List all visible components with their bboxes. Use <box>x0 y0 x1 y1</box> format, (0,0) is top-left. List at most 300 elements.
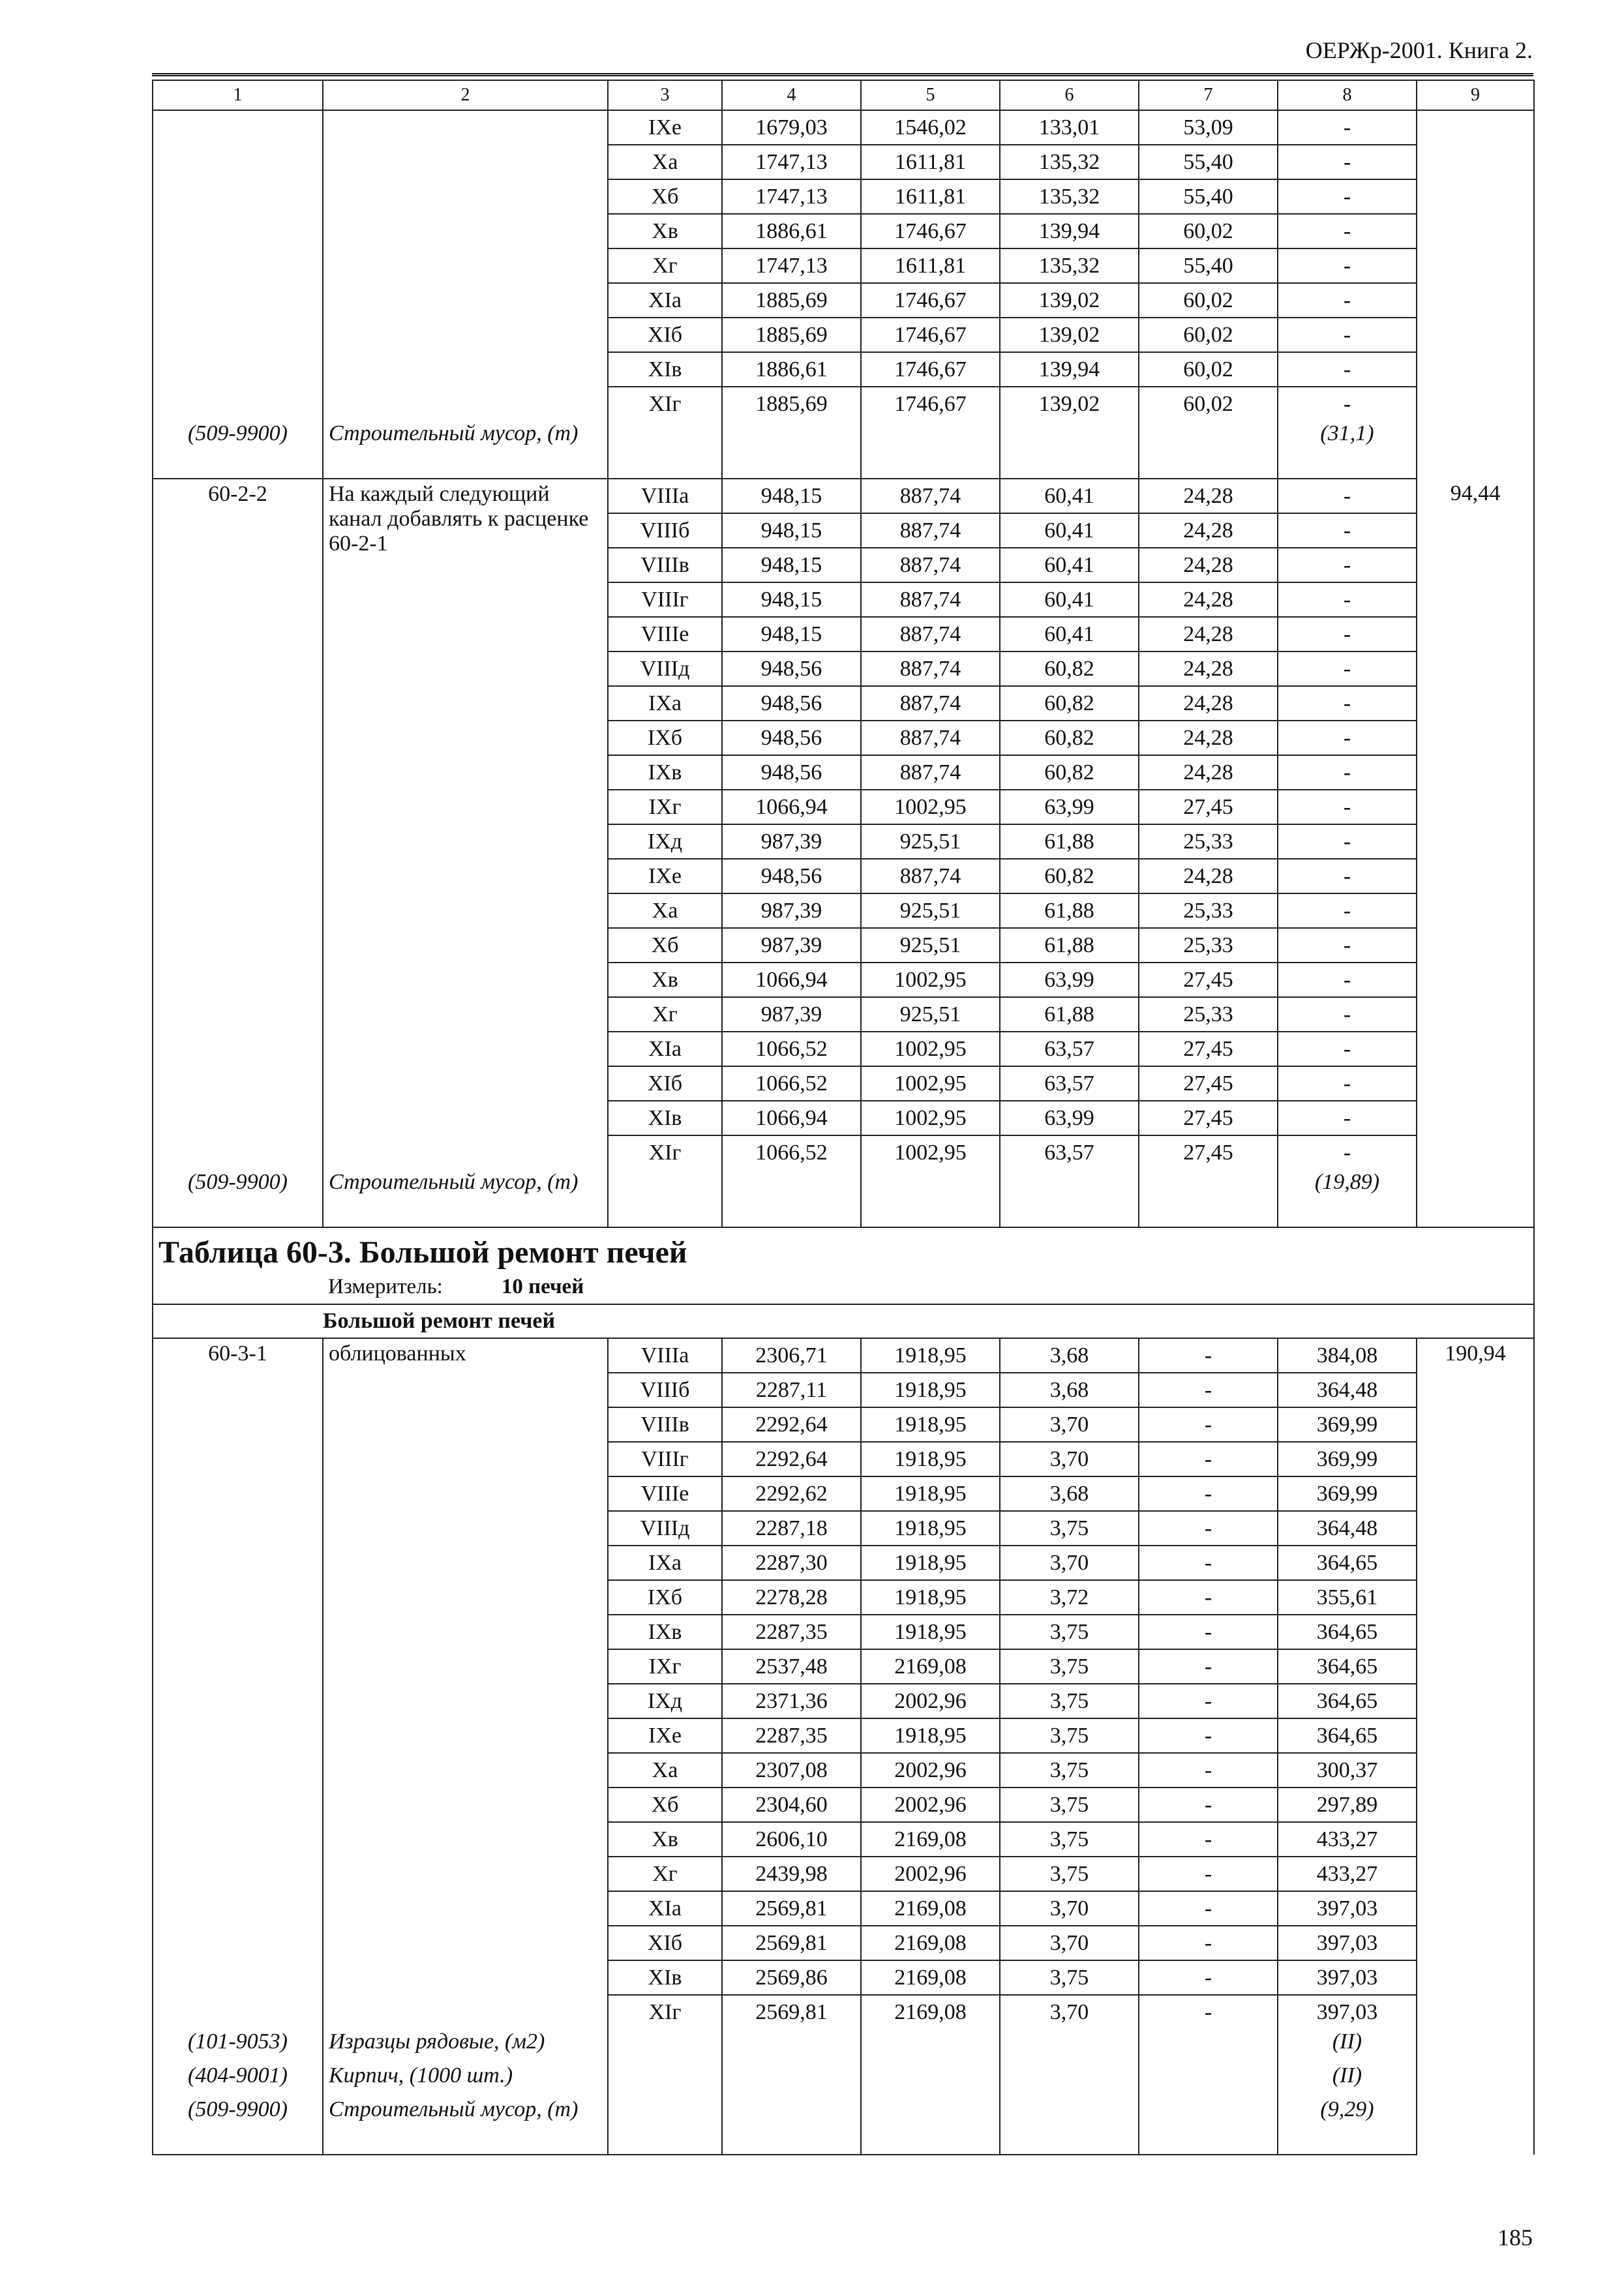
cell-value: 1746,67 <box>861 352 1000 387</box>
cell-value: - <box>1278 110 1417 145</box>
cell-value: - <box>1139 1546 1278 1580</box>
cell-category: XIв <box>608 1960 722 1995</box>
cell-value: - <box>1278 997 1417 1032</box>
cell-value: 948,56 <box>722 651 861 686</box>
cell-value: 1002,95 <box>861 790 1000 824</box>
column-number: 1 <box>153 80 323 110</box>
cell-value: - <box>1278 352 1417 387</box>
cell-value: 27,45 <box>1139 1066 1278 1101</box>
resource-name: Изразцы рядовые, (м2) <box>323 2029 608 2063</box>
cell-value: 1747,13 <box>722 248 861 283</box>
cell-category: IXд <box>608 1684 722 1718</box>
cell-value: 60,41 <box>1000 479 1139 513</box>
cell-category: VIIIв <box>608 1407 722 1442</box>
table-row <box>153 110 1534 145</box>
resource-code: (509-9900) <box>153 1169 323 1227</box>
cell-value: - <box>1139 1373 1278 1407</box>
empty-cell <box>1000 2063 1139 2097</box>
cell-value: 925,51 <box>861 997 1000 1032</box>
cell-value: 987,39 <box>722 997 861 1032</box>
header-rule <box>152 73 1533 76</box>
cell-value: 135,32 <box>1000 248 1139 283</box>
cell-value: 433,27 <box>1278 1857 1417 1891</box>
cell-value: 2169,08 <box>861 1960 1000 1995</box>
cell-category: IXe <box>608 1718 722 1753</box>
cell-category: Xг <box>608 997 722 1032</box>
cell-value: 3,70 <box>1000 1407 1139 1442</box>
empty-cell <box>1139 2097 1278 2155</box>
cell-value: 3,75 <box>1000 1788 1139 1822</box>
cell-value: 2287,35 <box>722 1615 861 1649</box>
cell-category: VIIIa <box>608 479 722 513</box>
cell-value: 2278,28 <box>722 1580 861 1615</box>
cell-value: - <box>1278 651 1417 686</box>
cell-value: 887,74 <box>861 513 1000 548</box>
cell-value: 3,70 <box>1000 1995 1139 2029</box>
empty-cell <box>608 1169 722 1227</box>
cell-value: 369,99 <box>1278 1407 1417 1442</box>
cell-value: 25,33 <box>1139 928 1278 963</box>
cell-category: XIг <box>608 387 722 421</box>
cell-value: 139,02 <box>1000 283 1139 318</box>
empty-cell <box>722 1169 861 1227</box>
cell-value: 948,56 <box>722 721 861 755</box>
cell-category: IXд <box>608 824 722 859</box>
cell-value: 63,99 <box>1000 790 1139 824</box>
cell-category: IXг <box>608 1649 722 1684</box>
cell-value: 139,02 <box>1000 318 1139 352</box>
cell-value: - <box>1278 248 1417 283</box>
rate-code: 60-2-2 <box>153 479 323 1169</box>
cell-value: 2169,08 <box>861 1649 1000 1684</box>
cell-value: 60,41 <box>1000 617 1139 651</box>
cell-value: 60,41 <box>1000 513 1139 548</box>
resource-quantity: (II) <box>1278 2063 1417 2097</box>
cell-value: 397,03 <box>1278 1960 1417 1995</box>
measure-line <box>158 1272 1528 1301</box>
cell-value: 60,02 <box>1139 214 1278 248</box>
cell-value: - <box>1278 582 1417 617</box>
cell-value: 24,28 <box>1139 651 1278 686</box>
cell-value: 61,88 <box>1000 893 1139 928</box>
cell-value: 139,94 <box>1000 352 1139 387</box>
cell-value: 2002,96 <box>861 1753 1000 1788</box>
resource-name: Строительный мусор, (т) <box>323 421 608 479</box>
cell-value: 2569,81 <box>722 1995 861 2029</box>
cell-value: 1002,95 <box>861 1135 1000 1169</box>
column-number: 5 <box>861 80 1000 110</box>
cell-value: 24,28 <box>1139 479 1278 513</box>
empty-cell <box>1000 421 1139 479</box>
cell-value: - <box>1139 1407 1278 1442</box>
cell-value: - <box>1139 1926 1278 1960</box>
cell-category: XIб <box>608 1066 722 1101</box>
cell-value: 887,74 <box>861 651 1000 686</box>
cell-value: - <box>1139 1580 1278 1615</box>
cell-value: 1746,67 <box>861 214 1000 248</box>
cell-value: 2002,96 <box>861 1857 1000 1891</box>
cell-value: 3,75 <box>1000 1960 1139 1995</box>
cell-category: VIIIe <box>608 1476 722 1511</box>
cell-value: 1066,94 <box>722 1101 861 1135</box>
table-row <box>153 479 1534 513</box>
cell-category: Xa <box>608 893 722 928</box>
cell-value: 3,75 <box>1000 1753 1139 1788</box>
cell-value: 1747,13 <box>722 145 861 179</box>
cell-category: XIг <box>608 1135 722 1169</box>
cell-value: 55,40 <box>1139 248 1278 283</box>
cell-col9: 94,44 <box>1417 479 1534 1227</box>
cell-value: 1679,03 <box>722 110 861 145</box>
cell-value: 60,02 <box>1139 318 1278 352</box>
resource-row <box>153 1169 1534 1227</box>
cell-value: 948,15 <box>722 548 861 582</box>
cell-value: 2169,08 <box>861 1891 1000 1926</box>
cell-col9: 190,94 <box>1417 1338 1534 2155</box>
cell-value: - <box>1139 1718 1278 1753</box>
cell-value: - <box>1139 1891 1278 1926</box>
cell-category: XIб <box>608 1926 722 1960</box>
cell-value: 1066,94 <box>722 790 861 824</box>
cell-value: 27,45 <box>1139 1135 1278 1169</box>
column-number: 2 <box>323 80 608 110</box>
cell-value: 2287,11 <box>722 1373 861 1407</box>
cell-value: - <box>1278 686 1417 721</box>
cell-value: 3,70 <box>1000 1546 1139 1580</box>
cell-value: 364,65 <box>1278 1684 1417 1718</box>
rate-code <box>153 110 323 421</box>
cell-value: - <box>1278 1135 1417 1169</box>
cell-category: XIб <box>608 318 722 352</box>
cell-category: IXe <box>608 110 722 145</box>
cell-value: 1918,95 <box>861 1546 1000 1580</box>
empty-cell <box>1000 2097 1139 2155</box>
work-name <box>323 110 608 421</box>
cell-value: 948,15 <box>722 582 861 617</box>
cell-value: 60,02 <box>1139 387 1278 421</box>
cell-value: 2606,10 <box>722 1822 861 1857</box>
cell-value: 1918,95 <box>861 1476 1000 1511</box>
cell-category: IXв <box>608 1615 722 1649</box>
empty-cell <box>608 421 722 479</box>
cell-value: - <box>1278 179 1417 214</box>
cell-value: 925,51 <box>861 824 1000 859</box>
cell-value: 63,57 <box>1000 1066 1139 1101</box>
cell-value: 55,40 <box>1139 179 1278 214</box>
work-name: облицованных <box>323 1338 608 2029</box>
resource-name: Строительный мусор, (т) <box>323 2097 608 2155</box>
cell-value: 1918,95 <box>861 1373 1000 1407</box>
cell-value: 384,08 <box>1278 1338 1417 1373</box>
cell-value: 1885,69 <box>722 318 861 352</box>
cell-value: 925,51 <box>861 893 1000 928</box>
cell-category: VIIIб <box>608 513 722 548</box>
cell-value: 1885,69 <box>722 283 861 318</box>
cell-category: Xa <box>608 145 722 179</box>
cell-value: 3,70 <box>1000 1891 1139 1926</box>
cell-value: - <box>1139 1338 1278 1373</box>
cell-value: 24,28 <box>1139 582 1278 617</box>
cell-value: - <box>1139 1476 1278 1511</box>
cell-value: - <box>1278 893 1417 928</box>
cell-value: 1611,81 <box>861 248 1000 283</box>
cell-category: Xв <box>608 214 722 248</box>
cell-value: - <box>1278 963 1417 997</box>
table-caption-row <box>153 1227 1534 1304</box>
cell-value: 1066,52 <box>722 1066 861 1101</box>
cell-value: 433,27 <box>1278 1822 1417 1857</box>
cell-value: 1886,61 <box>722 352 861 387</box>
resource-row <box>153 2097 1534 2155</box>
cell-value: 1886,61 <box>722 214 861 248</box>
cell-value: 2307,08 <box>722 1753 861 1788</box>
resource-name: Кирпич, (1000 шт.) <box>323 2063 608 2097</box>
cell-value: - <box>1278 928 1417 963</box>
section-heading <box>153 1304 1534 1338</box>
cell-value: 3,72 <box>1000 1580 1139 1615</box>
cell-value: 1066,52 <box>722 1032 861 1066</box>
cell-value: - <box>1139 1960 1278 1995</box>
cell-value: - <box>1139 1857 1278 1891</box>
resource-quantity: (19,89) <box>1278 1169 1417 1227</box>
cell-value: 1746,67 <box>861 283 1000 318</box>
cell-value: 1918,95 <box>861 1338 1000 1373</box>
cell-value: 369,99 <box>1278 1476 1417 1511</box>
cell-value: 24,28 <box>1139 721 1278 755</box>
cell-value: 2169,08 <box>861 1995 1000 2029</box>
cell-value: 61,88 <box>1000 928 1139 963</box>
cell-value: 887,74 <box>861 859 1000 893</box>
cell-value: - <box>1278 824 1417 859</box>
cell-value: - <box>1278 790 1417 824</box>
resource-code: (404-9001) <box>153 2063 323 2097</box>
resource-name: Строительный мусор, (т) <box>323 1169 608 1227</box>
empty-cell <box>1000 2029 1139 2063</box>
cell-value: 3,75 <box>1000 1857 1139 1891</box>
cell-value: 27,45 <box>1139 963 1278 997</box>
empty-cell <box>861 2029 1000 2063</box>
cell-value: - <box>1278 755 1417 790</box>
column-number: 7 <box>1139 80 1278 110</box>
cell-value: 3,68 <box>1000 1338 1139 1373</box>
rate-code: 60-3-1 <box>153 1338 323 2029</box>
cell-value: - <box>1139 1788 1278 1822</box>
cell-category: XIa <box>608 1032 722 1066</box>
empty-cell <box>722 2097 861 2155</box>
cell-value: 2306,71 <box>722 1338 861 1373</box>
cell-value: - <box>1278 145 1417 179</box>
resource-quantity: (9,29) <box>1278 2097 1417 2155</box>
cell-value: 887,74 <box>861 548 1000 582</box>
cell-value: 1546,02 <box>861 110 1000 145</box>
table-row <box>153 1338 1534 1373</box>
cell-value: 887,74 <box>861 617 1000 651</box>
resource-code: (101-9053) <box>153 2029 323 2063</box>
cell-value: 24,28 <box>1139 755 1278 790</box>
cell-value: 297,89 <box>1278 1788 1417 1822</box>
cell-value: 25,33 <box>1139 824 1278 859</box>
cell-value: 25,33 <box>1139 997 1278 1032</box>
cell-value: - <box>1278 859 1417 893</box>
resource-row <box>153 2029 1534 2063</box>
cell-value: 1611,81 <box>861 179 1000 214</box>
cell-value: 60,41 <box>1000 582 1139 617</box>
cell-value: - <box>1139 1684 1278 1718</box>
cell-category: Xб <box>608 1788 722 1822</box>
cell-value: 2537,48 <box>722 1649 861 1684</box>
cell-value: 60,82 <box>1000 651 1139 686</box>
cell-value: 2304,60 <box>722 1788 861 1822</box>
cell-value: 27,45 <box>1139 1032 1278 1066</box>
cell-value: - <box>1278 479 1417 513</box>
empty-cell <box>722 2029 861 2063</box>
cell-value: 24,28 <box>1139 513 1278 548</box>
cell-value: - <box>1278 318 1417 352</box>
cell-value: 3,75 <box>1000 1511 1139 1546</box>
cell-value: 1611,81 <box>861 145 1000 179</box>
cell-value: 55,40 <box>1139 145 1278 179</box>
cell-value: 1002,95 <box>861 1032 1000 1066</box>
cell-value: 397,03 <box>1278 1891 1417 1926</box>
resource-row <box>153 2063 1534 2097</box>
column-number: 3 <box>608 80 722 110</box>
cell-value: 948,56 <box>722 686 861 721</box>
cell-value: 1066,52 <box>722 1135 861 1169</box>
empty-cell <box>861 2097 1000 2155</box>
cell-value: 60,82 <box>1000 686 1139 721</box>
cell-value: - <box>1278 214 1417 248</box>
table-title: Таблица 60-3. Большой ремонт печей <box>158 1235 687 1270</box>
cell-category: IXa <box>608 686 722 721</box>
cell-value: 1918,95 <box>861 1580 1000 1615</box>
empty-cell <box>722 421 861 479</box>
cell-value: 53,09 <box>1139 110 1278 145</box>
rates-table <box>152 80 1535 2155</box>
cell-value: 24,28 <box>1139 859 1278 893</box>
cell-value: 2569,81 <box>722 1926 861 1960</box>
cell-value: 1918,95 <box>861 1511 1000 1546</box>
cell-value: 397,03 <box>1278 1926 1417 1960</box>
cell-value: 1747,13 <box>722 179 861 214</box>
cell-value: 133,01 <box>1000 110 1139 145</box>
cell-value: 2287,30 <box>722 1546 861 1580</box>
cell-value: 887,74 <box>861 479 1000 513</box>
cell-value: 1885,69 <box>722 387 861 421</box>
cell-value: 397,03 <box>1278 1995 1417 2029</box>
cell-category: VIIIг <box>608 582 722 617</box>
section-title: Большой ремонт печей <box>323 1309 556 1333</box>
cell-value: 1746,67 <box>861 387 1000 421</box>
cell-value: - <box>1278 548 1417 582</box>
cell-category: XIв <box>608 1101 722 1135</box>
cell-value: 60,02 <box>1139 352 1278 387</box>
cell-value: 364,65 <box>1278 1718 1417 1753</box>
cell-value: 987,39 <box>722 824 861 859</box>
cell-category: VIIIe <box>608 617 722 651</box>
cell-value: 2569,81 <box>722 1891 861 1926</box>
cell-value: 63,99 <box>1000 1101 1139 1135</box>
cell-value: 3,75 <box>1000 1649 1139 1684</box>
cell-value: - <box>1139 1822 1278 1857</box>
cell-value: 925,51 <box>861 928 1000 963</box>
cell-value: 1066,94 <box>722 963 861 997</box>
cell-value: 3,75 <box>1000 1718 1139 1753</box>
cell-value: 948,15 <box>722 617 861 651</box>
cell-category: VIIIв <box>608 548 722 582</box>
cell-value: 139,02 <box>1000 387 1139 421</box>
cell-category: VIIIг <box>608 1442 722 1476</box>
cell-category: Xб <box>608 179 722 214</box>
cell-value: 2287,18 <box>722 1511 861 1546</box>
rates-table-body <box>153 80 1534 2155</box>
cell-value: 2287,35 <box>722 1718 861 1753</box>
cell-category: Xв <box>608 1822 722 1857</box>
cell-value: 1918,95 <box>861 1442 1000 1476</box>
empty-cell <box>1139 2063 1278 2097</box>
page-number: 185 <box>1497 2224 1533 2251</box>
cell-category: IXe <box>608 859 722 893</box>
cell-value: 24,28 <box>1139 548 1278 582</box>
cell-value: 24,28 <box>1139 686 1278 721</box>
empty-cell <box>722 2063 861 2097</box>
cell-value: 987,39 <box>722 893 861 928</box>
cell-category: VIIIa <box>608 1338 722 1373</box>
cell-value: 987,39 <box>722 928 861 963</box>
cell-value: 3,75 <box>1000 1615 1139 1649</box>
cell-value: 1002,95 <box>861 1101 1000 1135</box>
resource-quantity: (31,1) <box>1278 421 1417 479</box>
cell-value: 63,57 <box>1000 1032 1139 1066</box>
resource-code: (509-9900) <box>153 2097 323 2155</box>
empty-cell <box>1000 1169 1139 1227</box>
cell-value: - <box>1139 1615 1278 1649</box>
empty-cell <box>608 2029 722 2063</box>
cell-value: 948,15 <box>722 513 861 548</box>
cell-value: - <box>1278 1066 1417 1101</box>
cell-category: VIIIд <box>608 651 722 686</box>
empty-cell <box>861 2063 1000 2097</box>
cell-value: 27,45 <box>1139 790 1278 824</box>
cell-category: Xв <box>608 963 722 997</box>
cell-value: 887,74 <box>861 721 1000 755</box>
cell-value: 1918,95 <box>861 1407 1000 1442</box>
cell-value: 60,82 <box>1000 755 1139 790</box>
cell-value: 2169,08 <box>861 1822 1000 1857</box>
column-number: 9 <box>1417 80 1534 110</box>
cell-value: 139,94 <box>1000 214 1139 248</box>
cell-value: 364,65 <box>1278 1615 1417 1649</box>
cell-value: 2569,86 <box>722 1960 861 1995</box>
cell-value: - <box>1278 721 1417 755</box>
cell-value: 887,74 <box>861 755 1000 790</box>
cell-value: - <box>1278 617 1417 651</box>
cell-value: 63,99 <box>1000 963 1139 997</box>
cell-value: 2002,96 <box>861 1788 1000 1822</box>
cell-value: - <box>1139 1442 1278 1476</box>
cell-value: - <box>1278 387 1417 421</box>
cell-value: 60,02 <box>1139 283 1278 318</box>
column-number-row <box>153 80 1534 110</box>
cell-value: 3,70 <box>1000 1926 1139 1960</box>
cell-value: 364,65 <box>1278 1546 1417 1580</box>
empty-cell <box>861 421 1000 479</box>
cell-category: XIг <box>608 1995 722 2029</box>
resource-quantity: (II) <box>1278 2029 1417 2063</box>
cell-value: 1002,95 <box>861 963 1000 997</box>
cell-value: 3,68 <box>1000 1373 1139 1407</box>
cell-value: 25,33 <box>1139 893 1278 928</box>
cell-value: 948,15 <box>722 479 861 513</box>
